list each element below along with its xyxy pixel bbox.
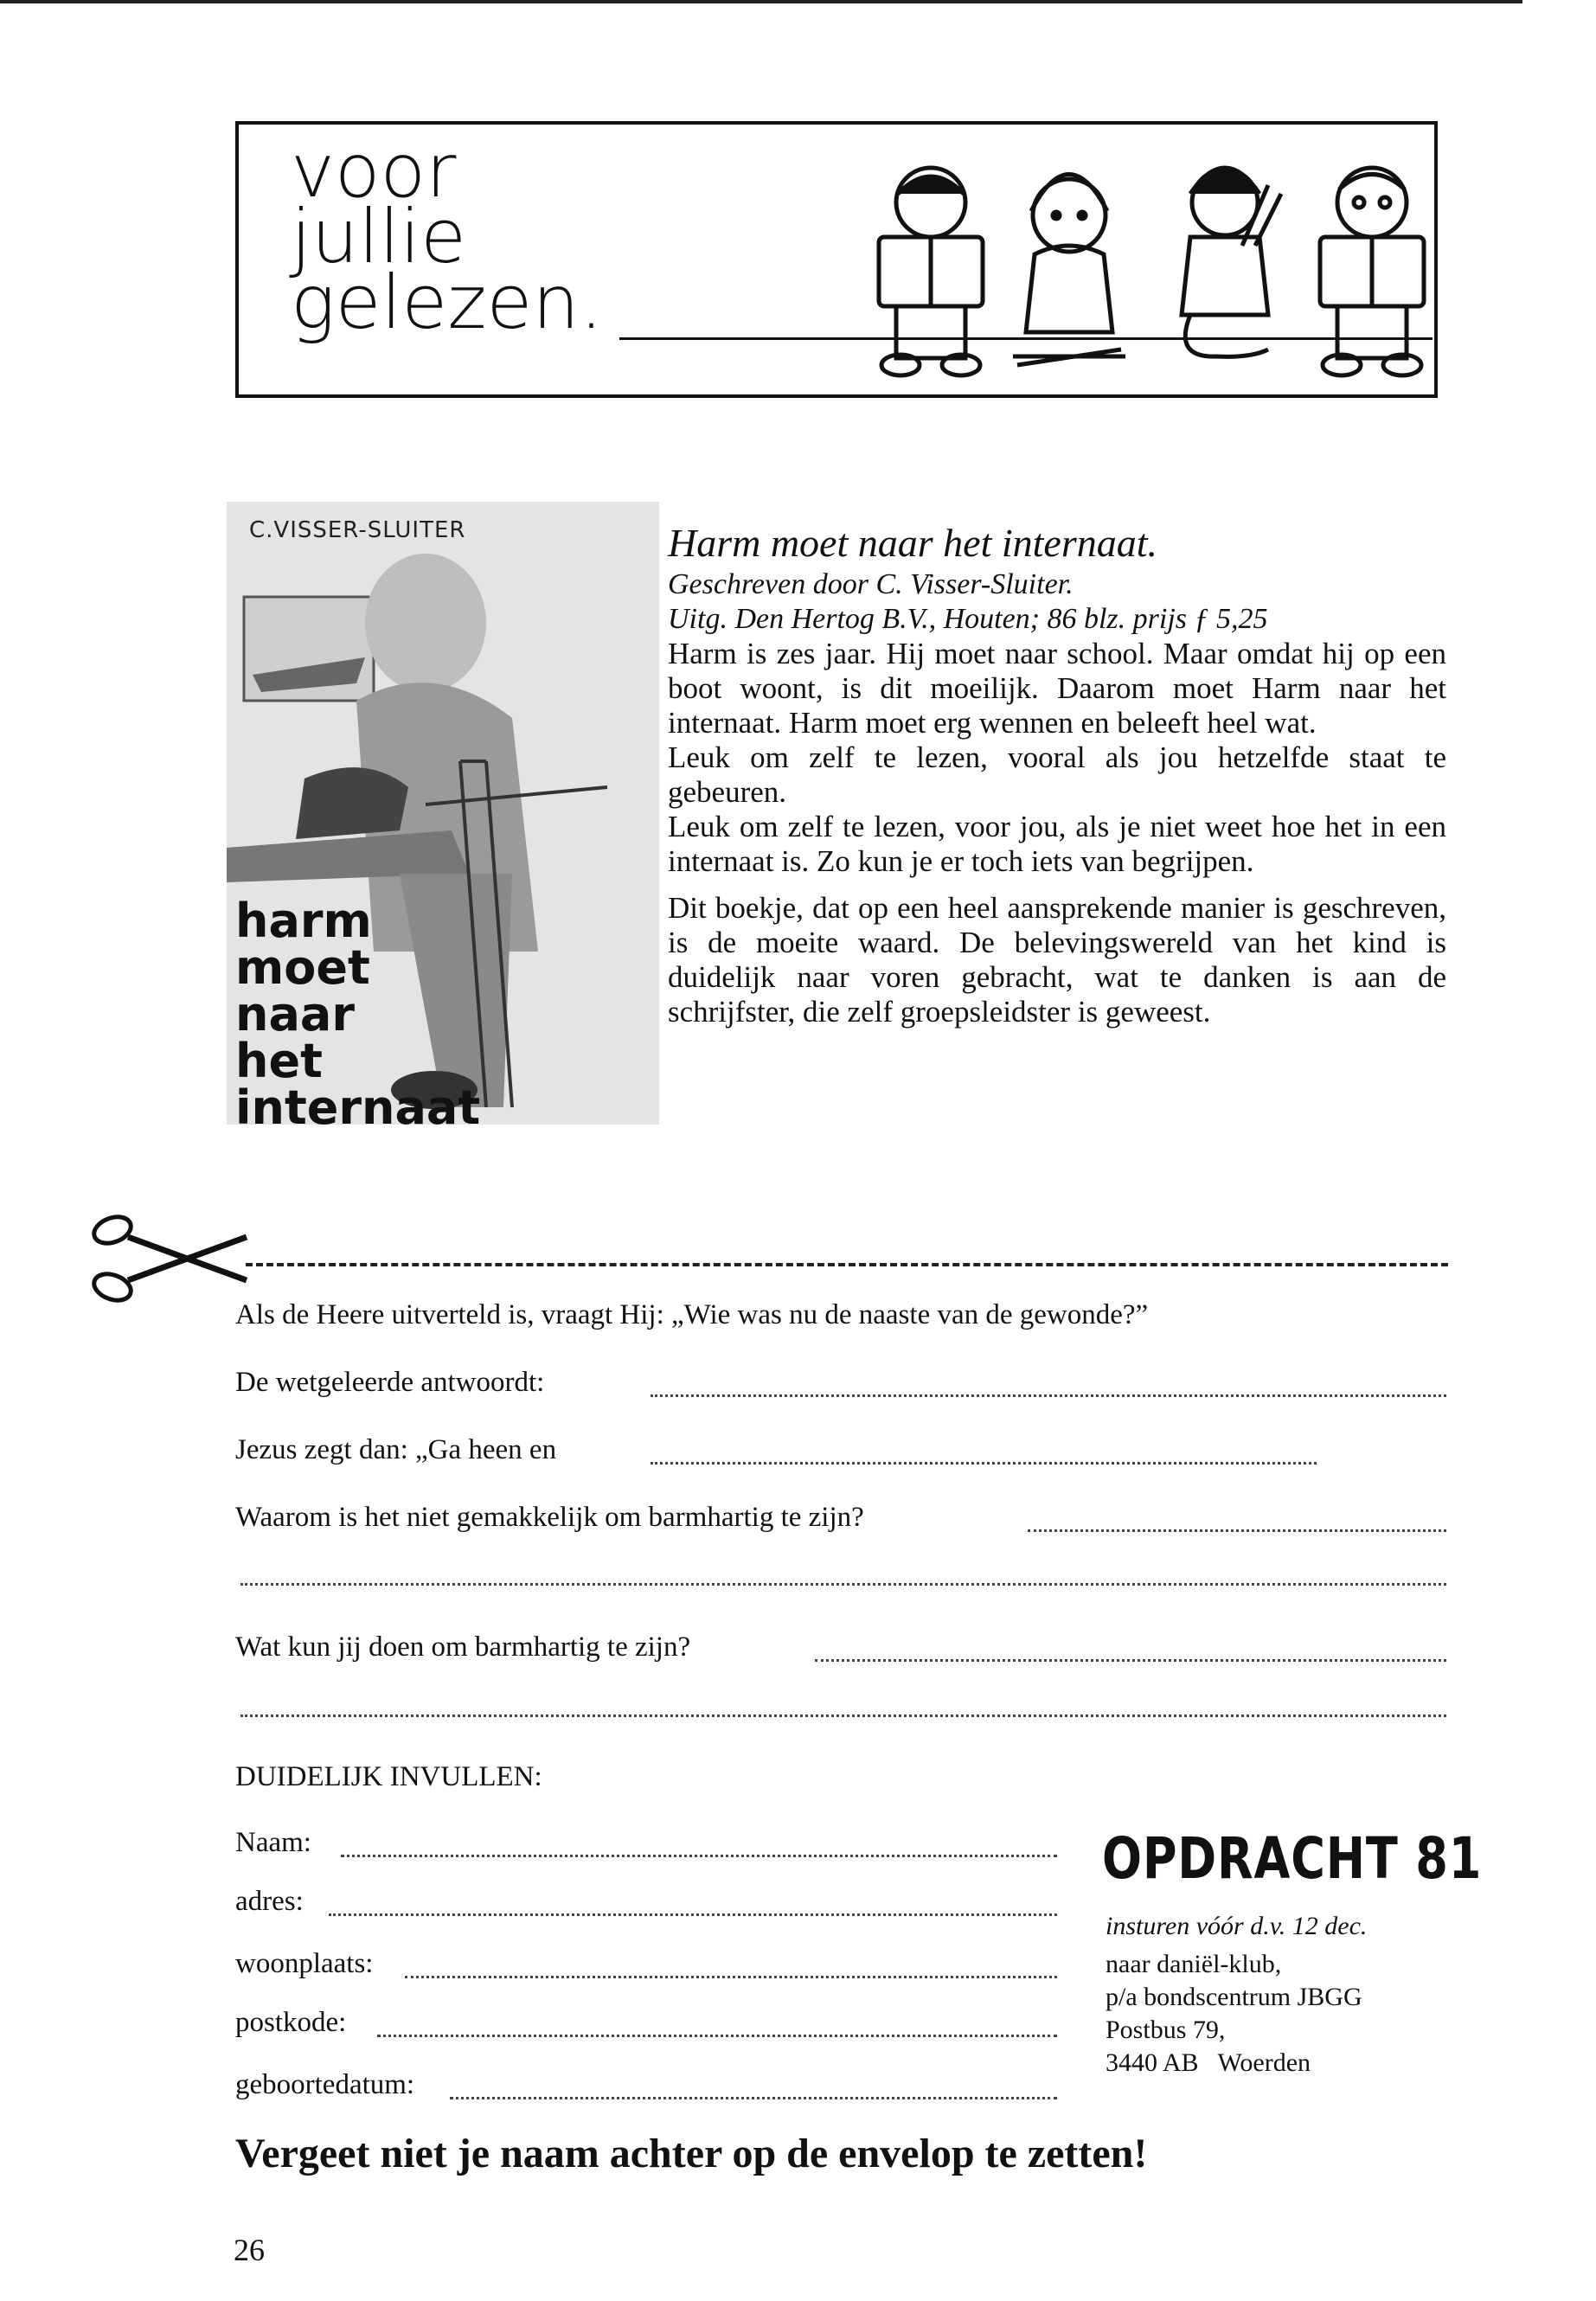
adres-field[interactable] xyxy=(329,1893,1057,1916)
form-label-adres: adres: xyxy=(235,1886,304,1917)
answer-field-2[interactable] xyxy=(651,1441,1317,1465)
address-line-1: naar daniël-klub, xyxy=(1106,1950,1282,1978)
quiz-question-1 xyxy=(235,1365,544,1400)
form-label-geboortedatum: geboortedatum: xyxy=(235,2069,415,2100)
assignment-title: OPDRACHT 81 xyxy=(1102,1825,1483,1892)
book-publisher-line: Uitg. Den Hertog B.V., Houten; 86 blz. prijs ƒ 5,25 xyxy=(668,603,1268,635)
cover-title-line-3: naar xyxy=(235,987,355,1042)
review-paragraph-3: Leuk om zelf te lezen, voor jou, als je niet weet hoe het in een internaat is. Zo kun je er toch iets van begrijpen. xyxy=(668,810,1446,878)
form-heading: DUIDELIJK INVULLEN: xyxy=(235,1761,542,1792)
top-rule xyxy=(0,0,1522,3)
cover-title-line-1: harm xyxy=(235,894,372,948)
woonplaats-field[interactable] xyxy=(405,1955,1057,1978)
quiz-question-1-text: De wetgeleerde antwoordt: xyxy=(235,1367,545,1398)
header-line-1: voor xyxy=(291,128,457,215)
book-author-line: Geschreven door C. Visser-Sluiter. xyxy=(668,568,1074,600)
assignment-send-info xyxy=(1106,1910,1367,2080)
review-paragraph-1: Harm is zes jaar. Hij moet naar school. Maar omdat hij op een boot woont, is dit moeilijk. Daarom moet Harm naar het internaat. Harm moet erg wennen en beleeft heel wat. xyxy=(668,637,1446,740)
form-label-woonplaats: woonplaats: xyxy=(235,1948,374,1979)
quiz-question-4 xyxy=(235,1630,690,1664)
cut-line xyxy=(246,1263,1448,1266)
cover-title xyxy=(235,894,481,1125)
quiz-question-3-text: Waarom is het niet gemakkelijk om barmhartig te zijn? xyxy=(235,1502,864,1533)
geboortedatum-field[interactable] xyxy=(450,2076,1057,2099)
answer-field-3b[interactable] xyxy=(240,1581,1446,1586)
address-line-3: Postbus 79, xyxy=(1106,2016,1226,2044)
book-review xyxy=(668,519,1446,1029)
header-line-2: jullie xyxy=(291,194,466,280)
address-line-4: 3440 AB Woerden xyxy=(1106,2048,1311,2077)
book-title: Harm moet naar het internaat. xyxy=(668,521,1158,565)
header-line-3: gelezen. xyxy=(291,260,604,346)
review-paragraph-2: Leuk om zelf te lezen, vooral als jou hetzelfde staat te gebeuren. xyxy=(668,740,1446,809)
quiz-intro: Als de Heere uitverteld is, vraagt Hij: „Wie was nu de naaste van de gewonde?” xyxy=(235,1299,1149,1330)
scissors-icon xyxy=(87,1211,251,1306)
cover-title-line-5: internaat xyxy=(235,1080,481,1125)
form-label-naam: Naam: xyxy=(235,1827,311,1858)
address-line-2: p/a bondscentrum JBGG xyxy=(1106,1983,1362,2011)
children-reading-illustration xyxy=(862,142,1433,384)
review-paragraph-4: Dit boekje, dat op een heel aansprekende manier is geschreven, is de moeite waard. De belevingswereld van het kind is duidelijk naar voren gebracht, wat te danken is aan de schrijfster, die zelf groepsleidster is geweest. xyxy=(668,891,1446,1029)
answer-field-1[interactable] xyxy=(651,1374,1446,1397)
quiz-question-4-text: Wat kun jij doen om barmhartig te zijn? xyxy=(235,1631,691,1663)
naam-field[interactable] xyxy=(341,1834,1057,1857)
cover-title-line-2: moet xyxy=(235,940,370,995)
form-label-postkode: postkode: xyxy=(235,2007,347,2038)
answer-field-4a[interactable] xyxy=(815,1638,1446,1662)
answer-field-3a[interactable] xyxy=(1028,1509,1446,1532)
section-header xyxy=(235,121,1438,398)
quiz-question-2 xyxy=(235,1433,556,1467)
answer-field-4b[interactable] xyxy=(240,1713,1446,1717)
quiz-question-3 xyxy=(235,1500,864,1535)
footer-reminder: Vergeet niet je naam achter op de envelop te zetten! xyxy=(235,2131,1148,2176)
page-number: 26 xyxy=(234,2233,265,2267)
assignment-deadline: insturen vóór d.v. 12 dec. xyxy=(1106,1912,1368,1940)
book-cover xyxy=(227,502,659,1125)
cover-title-line-4: het xyxy=(235,1034,323,1088)
quiz-question-2-text: Jezus zegt dan: „Ga heen en xyxy=(235,1434,557,1465)
postkode-field[interactable] xyxy=(377,2014,1057,2037)
cover-author: C.VISSER-SLUITER xyxy=(249,517,466,543)
